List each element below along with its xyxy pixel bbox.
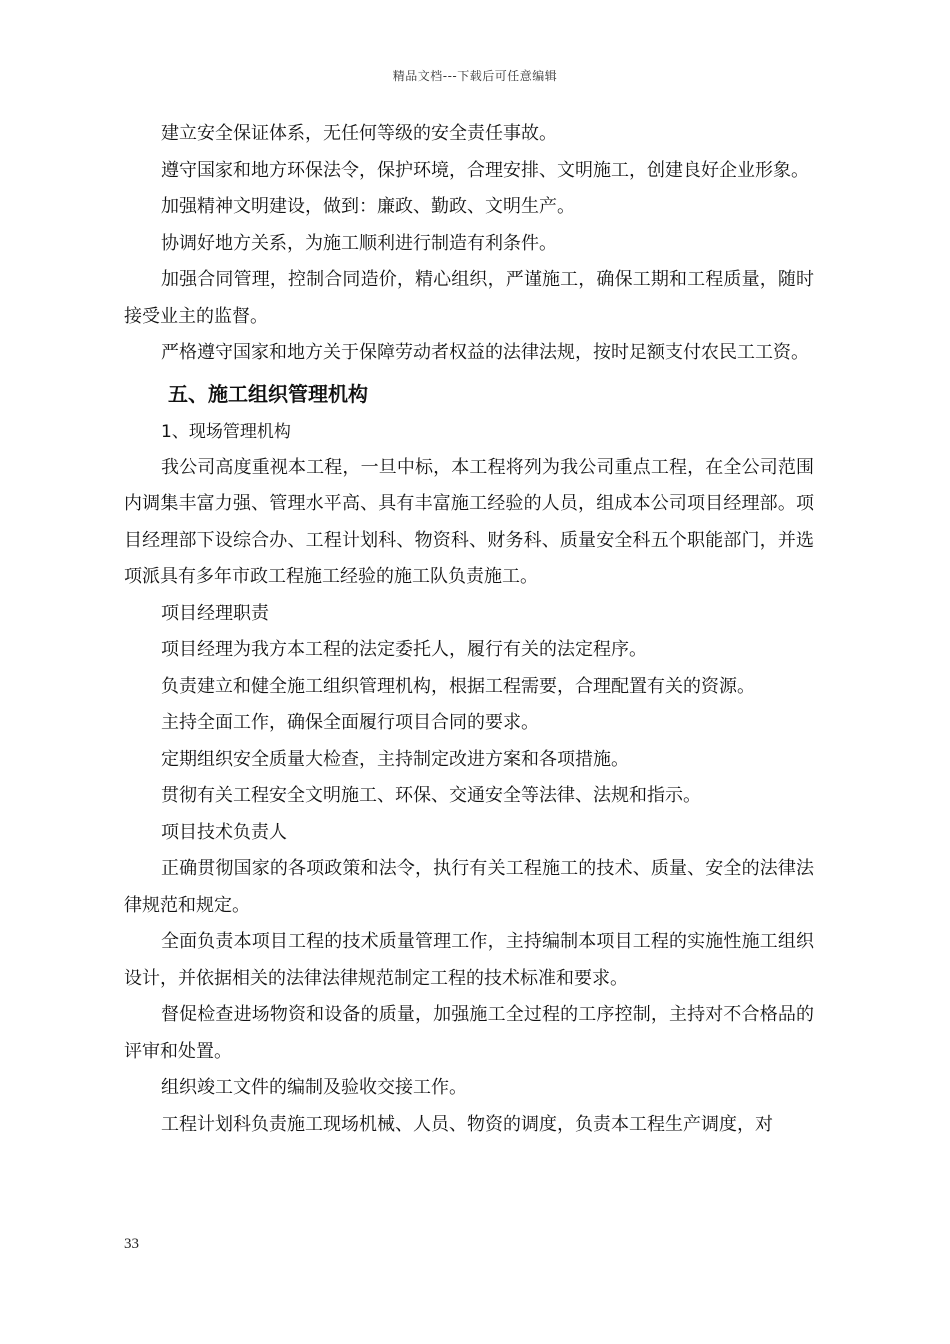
paragraph: 建立安全保证体系，无任何等级的安全责任事故。 (161, 123, 557, 144)
paragraph: 正确贯彻国家的各项政策和法令，执行有关工程施工的技术、质量、安全的法律法律规范和规定。 (124, 858, 814, 916)
paragraph: 定期组织安全质量大检查，主持制定改进方案和各项措施。 (161, 748, 629, 770)
paragraph: 协调好地方关系，为施工顺利进行制造有利条件。 (161, 232, 557, 254)
page-number: 33 (124, 1236, 139, 1252)
section-heading: 五、施工组织管理机构 (168, 381, 368, 406)
page-header: 精品文档---下载后可任意编辑 (392, 69, 558, 83)
role-heading: 项目经理职责 (161, 602, 269, 624)
paragraph: 我公司高度重视本工程，一旦中标，本工程将列为我公司重点工程，在全公司范围内调集丰富力强、管理水平高、具有丰富施工经验的人员，组成本公司项目经理部。项目经理部下设综合办、工程计划科、物资科、财务科、质量安全科五个职能部门，并选项派具有多年市政工程施工经验的施工队负责施工。 (124, 456, 814, 587)
paragraph: 遵守国家和地方环保法令，保护环境，合理安排、文明施工，创建良好企业形象。 (161, 159, 809, 181)
paragraph: 加强精神文明建设，做到：廉政、勤政、文明生产。 (161, 196, 575, 217)
paragraph: 项目经理为我方本工程的法定委托人，履行有关的法定程序。 (161, 639, 647, 660)
document-body (124, 116, 814, 1143)
paragraph: 工程计划科负责施工现场机械、人员、物资的调度，负责本工程生产调度，对 (161, 1113, 773, 1135)
role-heading: 项目技术负责人 (161, 821, 287, 843)
paragraph: 主持全面工作，确保全面履行项目合同的要求。 (161, 712, 539, 733)
paragraph: 负责建立和健全施工组织管理机构，根据工程需要，合理配置有关的资源。 (161, 675, 755, 697)
paragraph: 加强合同管理，控制合同造价，精心组织，严谨施工，确保工期和工程质量，随时接受业主的监督。 (124, 269, 814, 327)
paragraph: 严格遵守国家和地方关于保障劳动者权益的法律法规，按时足额支付农民工工资。 (161, 342, 809, 363)
paragraph: 督促检查进场物资和设备的质量，加强施工全过程的工序控制，主持对不合格品的评审和处置。 (124, 1004, 814, 1062)
paragraph: 全面负责本项目工程的技术质量管理工作，主持编制本项目工程的实施性施工组织设计，并依据相关的法律法律规范制定工程的技术标准和要求。 (124, 931, 814, 989)
subsection-heading: 1、现场管理机构 (161, 421, 291, 442)
paragraph: 组织竣工文件的编制及验收交接工作。 (161, 1077, 467, 1098)
paragraph: 贯彻有关工程安全文明施工、环保、交通安全等法律、法规和指示。 (161, 785, 701, 806)
